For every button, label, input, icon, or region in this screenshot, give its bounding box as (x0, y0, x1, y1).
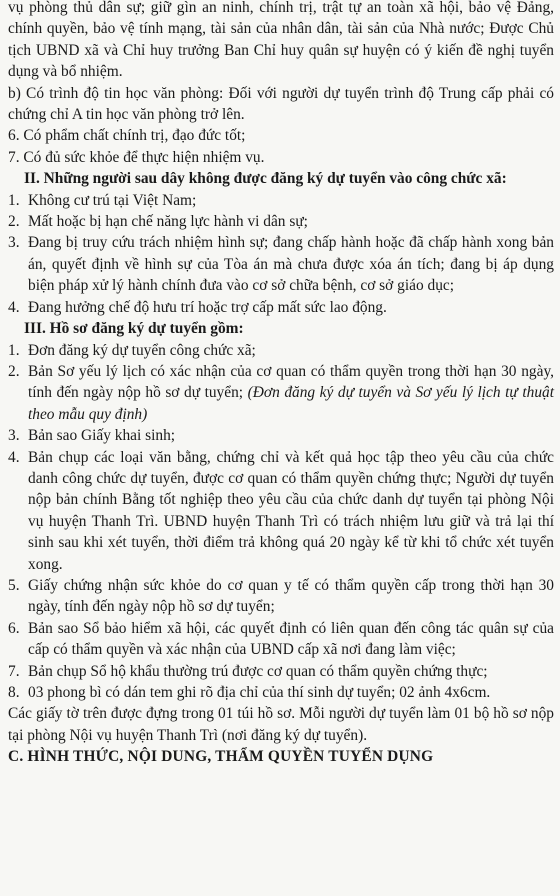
list-item-text: Đơn đăng ký dự tuyển công chức xã; (28, 341, 256, 359)
list-item-text: Bản sao Giấy khai sinh; (28, 427, 176, 445)
section-c-heading: C. HÌNH THỨC, NỘI DUNG, THẨM QUYỀN TUYỂN DỤNG (8, 748, 434, 766)
list-item-number: 5. (8, 576, 20, 594)
list-item (8, 211, 554, 232)
list-item (8, 425, 554, 446)
list-item-number: 6. (8, 619, 20, 637)
list-item (8, 661, 554, 682)
list-item-number: 4. (8, 448, 20, 466)
section-2-heading: II. Những người sau dây không được đăng ký dự tuyển vào công chức xã: (24, 170, 507, 188)
list-item-number: 2. (8, 362, 20, 380)
list-item (8, 297, 554, 318)
paragraph-continuation: vụ phòng thủ dân sự; giữ gìn an ninh, chính trị, trật tự an toàn xã hội, bảo vệ Đảng, chính quyền, bảo vệ tính mạng, tài sản của nhân dân, tài sản của Nhà nước; Được Chủ tịch UBND xã và Chỉ huy trưởng Ban Chỉ huy quân sự huyện có ý kiến đề nghị tuyển dụng và bổ nhiệm. (8, 0, 554, 81)
list-item-number: 1. (8, 341, 20, 359)
list-item-text: Mất hoặc bị hạn chế năng lực hành vi dân sự; (28, 213, 308, 231)
list-item (8, 618, 554, 661)
paragraph-7: 7. Có đủ sức khỏe để thực hiện nhiệm vụ. (8, 148, 265, 166)
closing-paragraph: Các giấy tờ trên được đựng trong 01 túi hồ sơ. Mỗi người dự tuyển làm 01 bộ hồ sơ nộp tại phòng Nội vụ huyện Thanh Trì (nơi đăng ký dự tuyển). (8, 705, 554, 744)
list-item-note: (Đơn đăng ký dự tuyển và Sơ yếu lý lịch tự thuật theo mẫu quy định) (28, 384, 554, 423)
list-item-number: 3. (8, 427, 20, 445)
list-item-number: 3. (8, 234, 20, 252)
list-item (8, 682, 554, 703)
list-item-text: Đang bị truy cứu trách nhiệm hình sự; đang chấp hành hoặc đã chấp hành xong bản án, quyết định về hình sự của Tòa án mà chưa được xóa án tích; đang bị áp dụng biện pháp xử lý hành chính đưa vào cơ sở chữa bệnh, cơ sở giáo dục; (28, 234, 554, 295)
list-item-text: Không cư trú tại Việt Nam; (28, 191, 197, 209)
paragraph-6: 6. Có phẩm chất chính trị, đạo đức tốt; (8, 127, 246, 145)
list-item-number: 1. (8, 191, 20, 209)
list-item (8, 190, 554, 211)
list-item-main-text: Bản Sơ yếu lý lịch có xác nhận của cơ quan có thẩm quyền trong thời hạn 30 ngày, tính đến ngày nộp hồ sơ dự tuyển; (28, 362, 554, 402)
list-item-number: 4. (8, 298, 20, 316)
list-item (8, 575, 554, 618)
paragraph-b: b) Có trình độ tin học văn phòng: Đối với người dự tuyển trình độ Trung cấp phải có chứng chỉ A tin học văn phòng trở lên. (8, 84, 554, 124)
list-item-text (28, 361, 554, 425)
list-item-text: Đang hưởng chế độ hưu trí hoặc trợ cấp mất sức lao động. (28, 298, 387, 316)
list-item-text: 03 phong bì có dán tem ghi rõ địa chỉ của thí sinh dự tuyển; 02 ảnh 4x6cm. (28, 684, 491, 701)
list-item-number: 8. (8, 684, 20, 701)
list-item-number: 7. (8, 662, 20, 680)
list-item-text: Bản sao Sổ bảo hiểm xã hội, các quyết định có liên quan đến công tác quân sự của cấp có thẩm quyền và xác nhận của UBND cấp xã nơi đang làm việc; (28, 619, 554, 659)
list-item (8, 232, 554, 296)
list-item (8, 447, 554, 575)
section-3-heading: III. Hồ sơ đăng ký dự tuyển gồm: (24, 320, 244, 338)
list-item (8, 361, 554, 425)
section-2-list (8, 190, 554, 318)
list-item-text: Bản chụp các loại văn bằng, chứng chỉ và kết quả học tập theo yêu cầu của chức danh công chức dự tuyển, được cơ quan có thẩm quyền chứng thực; Người dự tuyển nộp bản chính Bằng tốt nghiệp theo yêu cầu của chức danh dự tuyển tại phòng Nội vụ huyện Thanh Trì. UBND huyện Thanh Trì có trách nhiệm lưu giữ và trả lại thí sinh sau khi xét tuyển, thời điểm trả không quá 20 ngày kể từ khi tổ chức xét tuyển xong. (28, 448, 554, 573)
list-item (8, 340, 554, 361)
list-item-text: Bản chụp Sổ hộ khẩu thường trú được cơ quan có thẩm quyền chứng thực; (28, 662, 488, 680)
section-3-list (8, 340, 554, 704)
list-item-text: Giấy chứng nhận sức khỏe do cơ quan y tế có thẩm quyền cấp trong thời hạn 30 ngày, tính đến ngày nộp hồ sơ dự tuyển; (28, 576, 554, 616)
list-item-number: 2. (8, 213, 20, 231)
